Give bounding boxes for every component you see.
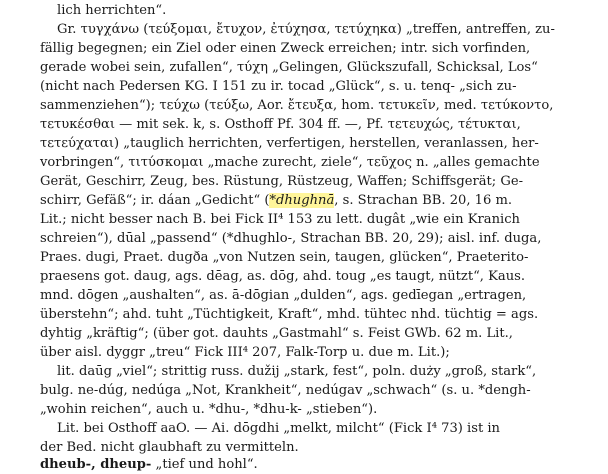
text-line: Praes. dugi, Praet. dugða „von Nutzen sein, taugen, glücken“, Praeterito- bbox=[40, 250, 529, 265]
text-line: (nicht nach Pedersen KG. I 151 zu ir. tocad „Glück“, s. u. tenq- „sich zu- bbox=[40, 79, 517, 94]
text-line: gerade wobei sein, zufallen“, τύχη „Gelingen, Glückszufall, Schicksal, Los“ bbox=[40, 60, 538, 75]
text-line: schreien“), dūal „passend“ (*dhughlo-, Strachan BB. 20, 29); aisl. inf. duga, bbox=[40, 231, 542, 246]
text-line bbox=[40, 192, 512, 209]
text-line: τετεύχαται) „tauglich herrichten, verfertigen, herstellen, veranlassen, her- bbox=[40, 136, 539, 151]
text-line: überstehn“; ahd. tuht „Tüchtigkeit, Kraft“, mhd. tühtec nhd. tüchtig = ags. bbox=[40, 307, 539, 322]
highlighted-term: *dhughnā bbox=[269, 193, 335, 208]
text-segment: schirr, Gefäß“; ir. dáan „Gedicht“ ( bbox=[40, 193, 270, 208]
text-line: fällig begegnen; ein Ziel oder einen Zweck erreichen; intr. sich vorfinden, bbox=[40, 41, 531, 56]
text-line: der Bed. nicht glaubhaft zu vermitteln. bbox=[40, 440, 299, 455]
text-line: dyhtig „kräftig“; (über got. dauhts „Gastmahl“ s. Feist GWb. 62 m. Lit., bbox=[40, 326, 513, 341]
text-line: τετυκέσθαι — mit sek. k, s. Osthoff Pf. 304 ff. —, Pf. τετευχώς, τέτυκται, bbox=[40, 117, 521, 132]
text-line: lit. daūg „viel“; strittig russ. dužij „stark, fest“, poln. duży „groß, stark“, bbox=[57, 364, 537, 379]
text-line: sammenziehen“); τεύχω (τεύξω, Aor. ἔτευξα, hom. τετυκεῖν, med. τετύκοντο, bbox=[40, 98, 554, 113]
text-line: lich herrichten“. bbox=[57, 3, 167, 18]
text-line: Lit. bei Osthoff aaO. — Ai. dōgdhi „melkt, milcht“ (Fick I⁴ 73) ist in bbox=[57, 421, 500, 436]
entry-gloss: „tief und hohl“. bbox=[155, 457, 258, 472]
text-line: Lit.; nicht besser nach B. bei Fick II⁴ 153 zu lett. dugât „wie ein Kranich bbox=[40, 212, 520, 227]
entry-heading-line bbox=[40, 456, 258, 473]
text-line: vorbringen“, τιτύσκομαι „mache zurecht, ziele“, τεῦχος n. „alles gemachte bbox=[40, 155, 540, 170]
text-line: über aisl. dyggr „treu“ Fick III⁴ 207, Falk-Torp u. due m. Lit.); bbox=[40, 345, 450, 360]
text-line: mnd. dōgen „aushalten“, as. ā-dōgian „dulden“, ags. gedīegan „ertragen, bbox=[40, 288, 527, 303]
entry-headword: dheub-, dheup- bbox=[40, 457, 152, 472]
text-line: bulg. ne-dúg, nedúga „Not, Krankheit“, nedúgav „schwach“ (s. u. *dengh- bbox=[40, 383, 531, 398]
text-line: Gr. τυγχάνω (τεύξομαι, ἔτυχον, ἐτύχησα, τετύχηκα) „treffen, antreffen, zu- bbox=[57, 22, 555, 37]
text-segment: , s. Strachan BB. 20, 16 m. bbox=[334, 193, 513, 208]
text-line: „wohin reichen“, auch u. *dhu-, *dhu-k- „stieben“). bbox=[40, 402, 378, 417]
text-line: Gerät, Geschirr, Zeug, bes. Rüstung, Rüstzeug, Waffen; Schiffsgerät; Ge- bbox=[40, 174, 524, 189]
text-line: praesens got. daug, ags. dēag, as. dōg, ahd. toug „es taugt, nützt“, Kaus. bbox=[40, 269, 526, 284]
